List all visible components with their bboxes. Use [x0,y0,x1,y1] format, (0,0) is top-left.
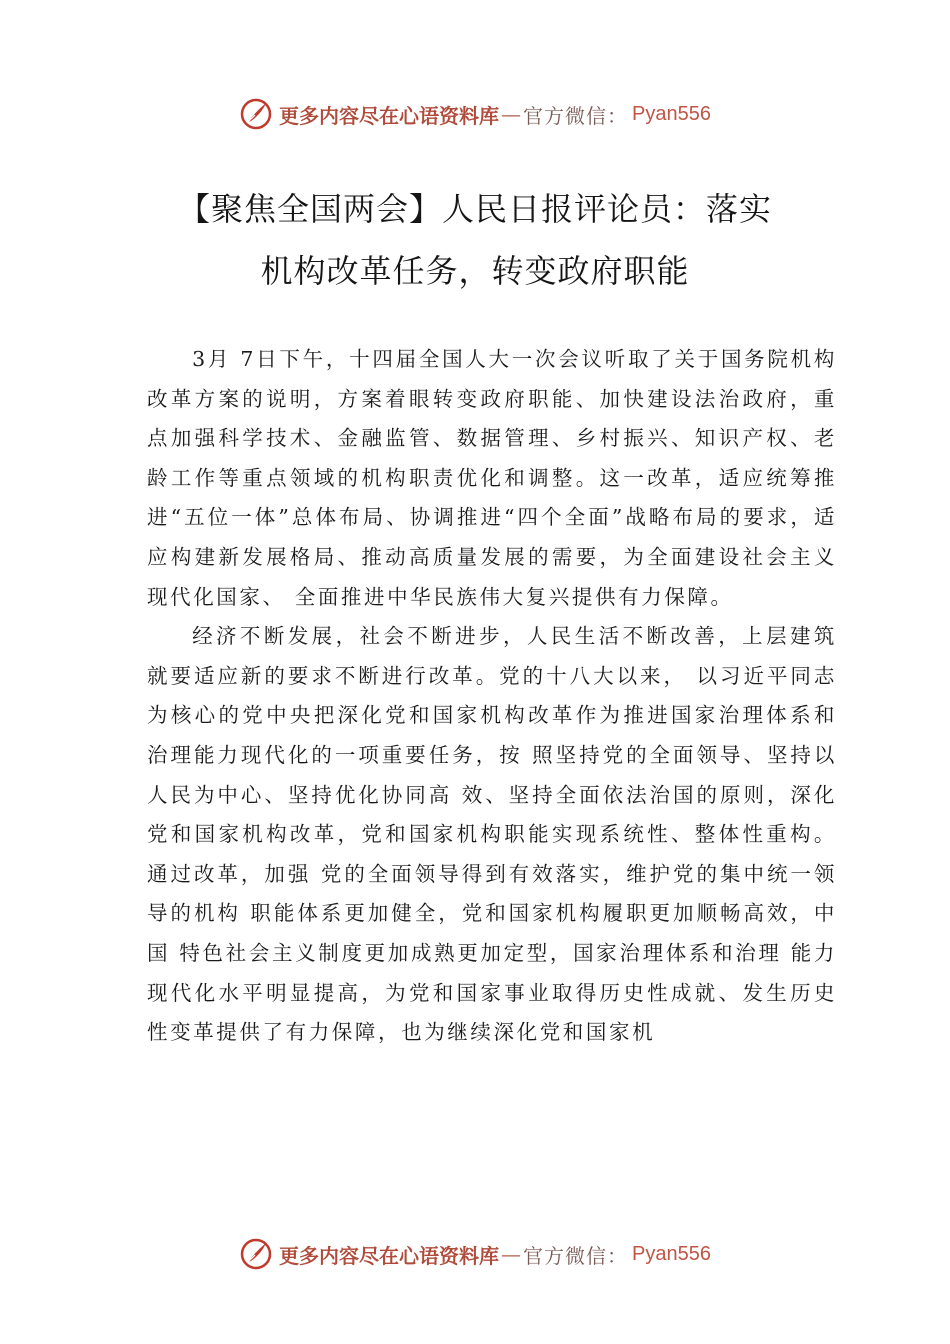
article-title-line-2: 机构改革任务，转变政府职能 [260,252,690,290]
banner-text [279,1240,711,1269]
banner-brand: 更多内容尽在心语资料库 [279,103,500,128]
article-body [147,340,837,1053]
banner-wechat-id: Pyan556 [632,1242,711,1265]
banner-wechat-label: 官方微信： [523,103,629,128]
article-title [100,178,850,302]
article-title-line-1: 【聚焦全国两会】人民日报评论员：落实 [177,190,772,228]
banner-wechat-id: Pyan556 [632,102,711,125]
feather-pen-logo-icon [239,1237,273,1271]
banner-text [279,100,711,129]
paragraph-1: 3月 7日下午，十四届全国人大一次会议听取了关于国务院机构改革方案的说明，方案着眼转变政府职能、加快建设法治政府，重点加强科学技术、金融监管、数据管理、乡村振兴、知识产权、老龄工作等重点领域的机构职责优化和调整。这一改革，适应统筹推进“五位一体”总体布局、协调推进“四个全面”战略布局的要求，适应构建新发展格局、推动高质量发展的需要，为全面建设社会主义现代化国家、 全面推进中华民族伟大复兴提供有力保障。 [147,347,837,609]
banner-dash: — [501,102,522,126]
footer-banner [0,1234,950,1274]
header-banner [0,94,950,134]
banner-brand: 更多内容尽在心语资料库 [279,1243,500,1268]
banner-wechat-label: 官方微信： [523,1243,629,1268]
banner-dash: — [501,1242,522,1266]
paragraph-2: 经济不断发展，社会不断进步，人民生活不断改善，上层建筑就要适应新的要求不断进行改革。党的十八大以来， 以习近平同志为核心的党中央把深化党和国家机构改革作为推进国家治理体系和治理能力现代化的一项重要任务，按 照坚持党的全面领导、坚持以人民为中心、坚持优化协同高 效、坚持全面依法治国的原则，深化党和国家机构改革，党和国家机构职能实现系统性、整体性重构。通过改革，加强 党的全面领导得到有效落实，维护党的集中统一领导的机构 职能体系更加健全，党和国家机构履职更加顺畅高效，中国 特色社会主义制度更加成熟更加定型，国家治理体系和治理 能力现代化水平明显提高，为党和国家事业取得历史性成就、发生历史性变革提供了有力保障，也为继续深化党和国家机 [147,624,837,1045]
feather-pen-logo-icon [239,97,273,131]
